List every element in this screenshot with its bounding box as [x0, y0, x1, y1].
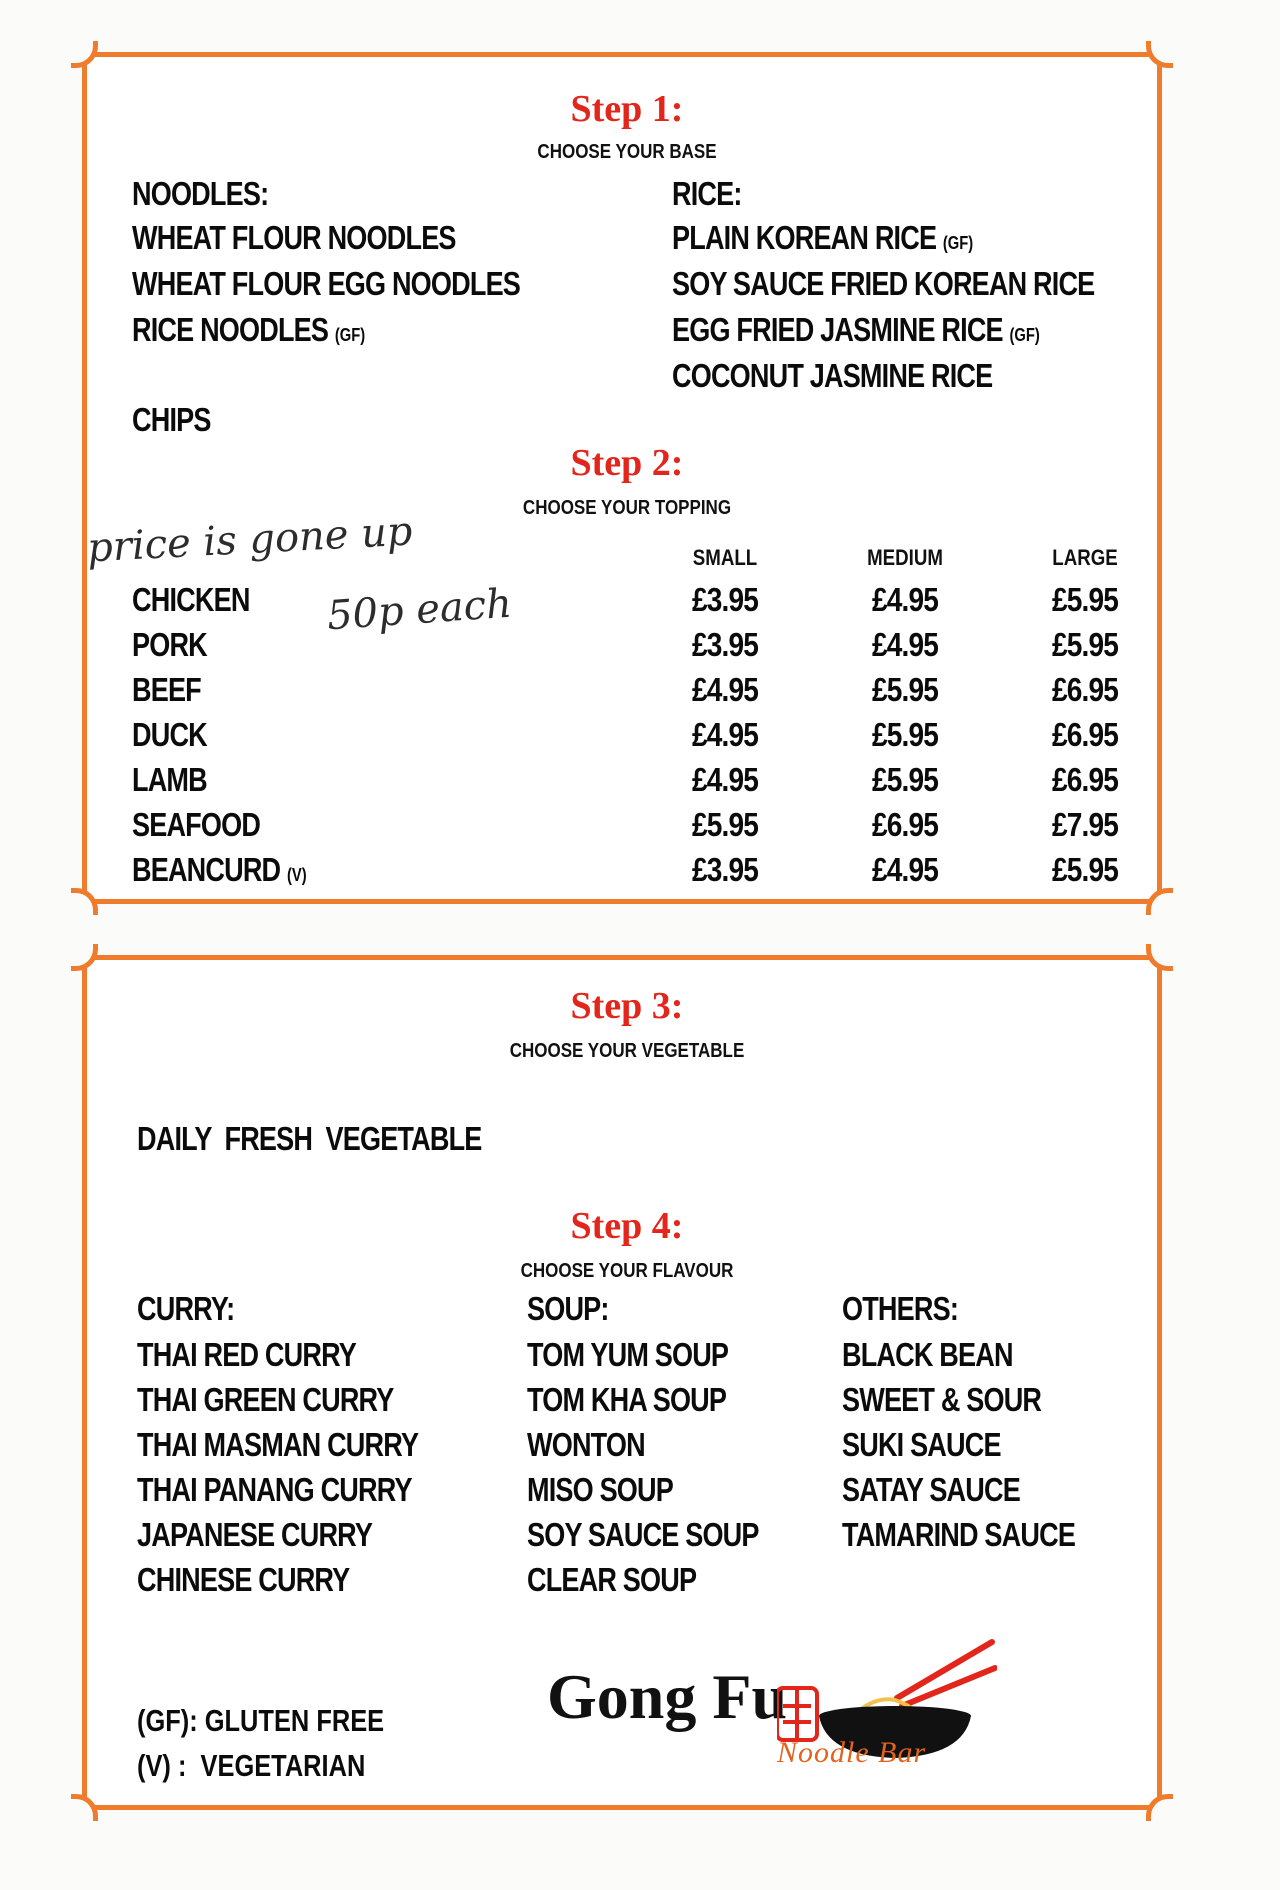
step3-subtitle: CHOOSE YOUR VEGETABLE [509, 1040, 745, 1062]
step1-title: Step 1: [570, 88, 684, 130]
price-medium: £5.95 [872, 671, 938, 708]
menu-panel-steps-1-2 [82, 52, 1162, 904]
curry-heading: CURRY: [137, 1290, 235, 1327]
handwritten-note-line2: 50p each [325, 580, 514, 640]
legend-vegetarian: (V) : VEGETARIAN [137, 1748, 366, 1783]
price-medium: £4.95 [872, 851, 938, 888]
price-large: £5.95 [1052, 851, 1118, 888]
others-item: SWEET & SOUR [842, 1381, 1042, 1418]
price-small: £3.95 [692, 851, 758, 888]
step1-subtitle: CHOOSE YOUR BASE [537, 141, 717, 163]
header-large: LARGE [1052, 545, 1118, 570]
topping-name: DUCK [132, 716, 207, 753]
rice-item: COCONUT JASMINE RICE [672, 357, 993, 394]
step2-title: Step 2: [570, 442, 684, 484]
header-medium: MEDIUM [867, 545, 943, 570]
noodles-heading: NOODLES: [132, 175, 269, 212]
others-item: BLACK BEAN [842, 1336, 1013, 1373]
soup-item: TOM YUM SOUP [527, 1336, 729, 1373]
rice-item: SOY SAUCE FRIED KOREAN RICE [672, 265, 1095, 302]
price-small: £4.95 [692, 761, 758, 798]
step4-title: Step 4: [570, 1205, 684, 1247]
price-large: £7.95 [1052, 806, 1118, 843]
price-medium: £4.95 [872, 626, 938, 663]
noodle-item: WHEAT FLOUR NOODLES [132, 219, 456, 256]
curry-item: THAI MASMAN CURRY [137, 1426, 419, 1463]
curry-item: THAI GREEN CURRY [137, 1381, 394, 1418]
curry-item: THAI PANANG CURRY [137, 1471, 412, 1508]
price-large: £6.95 [1052, 716, 1118, 753]
others-heading: OTHERS: [842, 1290, 959, 1327]
step2-subtitle: CHOOSE YOUR TOPPING [522, 497, 732, 519]
others-item: SUKI SAUCE [842, 1426, 1001, 1463]
curry-item: THAI RED CURRY [137, 1336, 357, 1373]
noodle-item: WHEAT FLOUR EGG NOODLES [132, 265, 521, 302]
price-small: £4.95 [692, 671, 758, 708]
price-large: £5.95 [1052, 581, 1118, 618]
price-small: £3.95 [692, 626, 758, 663]
topping-name: CHICKEN [132, 581, 250, 618]
soup-heading: SOUP: [527, 1290, 609, 1327]
others-item: SATAY SAUCE [842, 1471, 1020, 1508]
logo-subtitle: Noodle Bar [777, 1736, 927, 1769]
price-large: £5.95 [1052, 626, 1118, 663]
rice-heading: RICE: [672, 175, 742, 212]
menu-panel-steps-3-4 [82, 955, 1162, 1810]
curry-item: JAPANESE CURRY [137, 1516, 373, 1553]
rice-item: EGG FRIED JASMINE RICE (GF) [672, 311, 1040, 348]
soup-item: SOY SAUCE SOUP [527, 1516, 759, 1553]
price-medium: £5.95 [872, 761, 938, 798]
topping-name: BEANCURD (V) [132, 851, 307, 888]
price-medium: £6.95 [872, 806, 938, 843]
price-medium: £4.95 [872, 581, 938, 618]
soup-item: MISO SOUP [527, 1471, 673, 1508]
curry-item: CHINESE CURRY [137, 1561, 350, 1598]
topping-name: BEEF [132, 671, 201, 708]
soup-item: TOM KHA SOUP [527, 1381, 727, 1418]
others-item: TAMARIND SAUCE [842, 1516, 1076, 1553]
price-small: £4.95 [692, 716, 758, 753]
price-large: £6.95 [1052, 671, 1118, 708]
noodle-item: RICE NOODLES (GF) [132, 311, 366, 348]
step4-subtitle: CHOOSE YOUR FLAVOUR [520, 1260, 734, 1282]
price-small: £3.95 [692, 581, 758, 618]
topping-name: PORK [132, 626, 207, 663]
header-small: SMALL [692, 545, 758, 570]
handwritten-note-line1: price is gone up [86, 508, 414, 572]
price-large: £6.95 [1052, 761, 1118, 798]
price-small: £5.95 [692, 806, 758, 843]
logo-name: Gong Fu [547, 1661, 788, 1732]
chips-item: CHIPS [132, 401, 211, 438]
soup-item: WONTON [527, 1426, 645, 1463]
topping-name: LAMB [132, 761, 207, 798]
rice-item: PLAIN KOREAN RICE (GF) [672, 219, 974, 256]
legend-gluten-free: (GF): GLUTEN FREE [137, 1703, 385, 1738]
soup-item: CLEAR SOUP [527, 1561, 697, 1598]
step3-title: Step 3: [570, 985, 684, 1027]
price-medium: £5.95 [872, 716, 938, 753]
topping-name: SEAFOOD [132, 806, 261, 843]
vegetable-item: DAILY FRESH VEGETABLE [137, 1120, 482, 1157]
